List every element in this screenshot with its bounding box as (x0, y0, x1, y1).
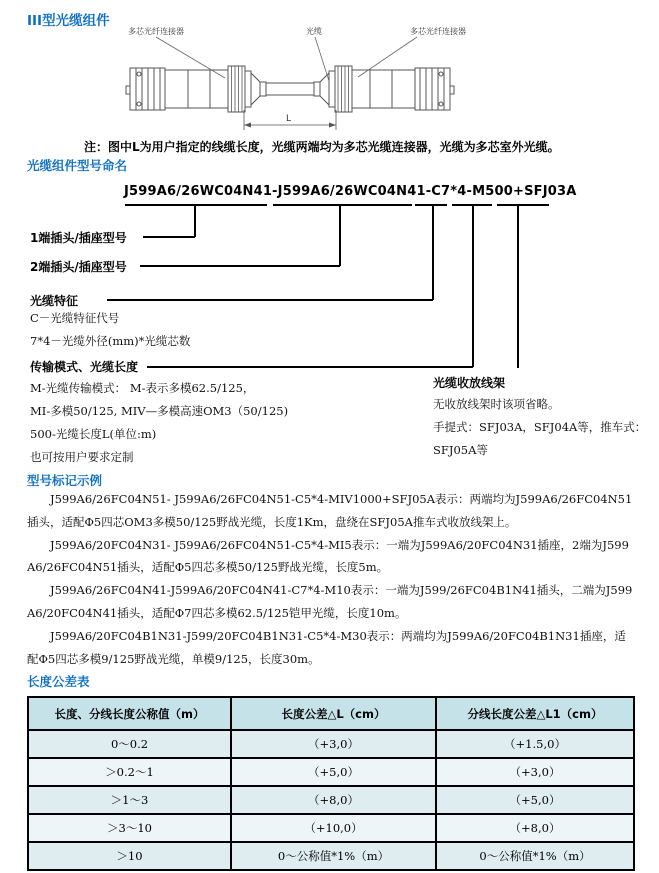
column-header: 分线长度公差△L1（cm） (436, 697, 634, 730)
transmission-line-2: MI-多模50/125, MIV—多模高速OM3（50/125) (30, 404, 289, 418)
cable-feature-line-1: C－光缆特征代号 (30, 311, 120, 325)
right-connector (314, 66, 454, 112)
tolerance-heading: 长度公差表 (27, 674, 90, 689)
model-code: J599A6/26WC04N41-J599A6/26WC04N41-C7*4-M500+SFJ03A (124, 184, 577, 199)
transmission-line-1: M-光缆传输模式： M-表示多模62.5/125， (30, 381, 255, 395)
cable-line (266, 83, 314, 95)
table-cell: ＞10 (28, 842, 231, 870)
table-cell: （+3,0） (231, 730, 436, 758)
transmission-title: 传输模式、光缆长度 (30, 360, 139, 374)
table-cell: （+8,0） (436, 814, 634, 842)
table-cell: ＞3～10 (28, 814, 231, 842)
table-cell: （+3,0） (436, 758, 634, 786)
reel-title: 光缆收放线架 (433, 376, 506, 390)
column-header: 长度公差△L（cm） (231, 697, 436, 730)
transmission-line-4: 也可按用户要求定制 (30, 450, 134, 464)
reel-line-3: SFJ05A等 (433, 443, 488, 457)
example-paragraph: J599A6/20FC04B1N31-J599/20FC04B1N31-C5*4-M30表示：两端均为J599A6/20FC04B1N31插座，适配Φ5四芯多模9/125野战光缆，单模9/125，长度30m。 (27, 628, 626, 666)
leader-lines (156, 37, 417, 81)
column-header: 长度、分线长度公称值（m） (28, 697, 231, 730)
table-row (28, 814, 634, 842)
table-cell: （+10,0） (231, 814, 436, 842)
table-row (28, 786, 634, 814)
reel-line-2: 手提式：SFJ03A，SFJ04A等，推车式： (433, 420, 647, 434)
table-header-row (28, 697, 634, 730)
label-end2: 2端插头/插座型号 (30, 260, 127, 274)
reel-line-1: 无收放线架时该项省略。 (433, 397, 560, 411)
example-paragraph: J599A6/26FC04N51- J599A6/26FC04N51-C5*4-MIV1000+SFJ05A表示：两端均为J599A6/26FC04N51插头，适配Φ5四芯OM3多模50/125野战光缆，长度1Km，盘绕在SFJ05A推车式收放线架上。 (27, 492, 633, 529)
dimension-label: L (286, 114, 292, 124)
transmission-line-3: 500-光缆长度L(单位:m) (30, 427, 157, 441)
cable-feature-line-2: 7*4－光缆外径(mm)*光缆芯数 (30, 334, 191, 348)
examples-heading: 型号标记示例 (27, 473, 103, 488)
table-cell: （+5,0） (231, 758, 436, 786)
cable-label: 光缆 (306, 27, 322, 36)
example-paragraph: J599A6/20FC04N31- J599A6/26FC04N51-C5*4-MI5表示：一端为J599A6/20FC04N31插座，2端为J599A6/26FC04N51插头，适配Φ5四芯多模50/125野战光缆，长度5m。 (27, 537, 629, 575)
left-connector (126, 66, 266, 112)
label-end1: 1端插头/插座型号 (30, 231, 127, 245)
naming-leader-lines (0, 200, 659, 380)
table-cell: ＞1～3 (28, 786, 231, 814)
table-cell: ＞0.2～1 (28, 758, 231, 786)
page-title: III型光缆组件 (27, 13, 110, 29)
table-cell: 0～公称值*1%（m） (231, 842, 436, 870)
table-row (28, 758, 634, 786)
table-row (28, 730, 634, 758)
example-paragraph: J599A6/26FC04N41-J599A6/20FC04N41-C7*4-M10表示：一端为J599/26FC04B1N41插头，二端为J599A6/20FC04N41插头，适配Φ7四芯多模62.5/125铠甲光缆，长度10m。 (27, 583, 633, 620)
table-cell: 0～0.2 (28, 730, 231, 758)
connector-right-label: 多芯光纤连接器 (410, 27, 466, 36)
drawing-note: 注：图中L为用户指定的线缆长度，光缆两端均为多芯光缆连接器，光缆为多芯室外光缆。 (84, 140, 560, 154)
connector-left-label: 多芯光纤连接器 (128, 27, 184, 36)
table-cell: 0～公称值*1%（m） (436, 842, 634, 870)
naming-section-heading: 光缆组件型号命名 (27, 158, 128, 173)
table-row (28, 842, 634, 870)
examples-block (27, 488, 635, 670)
cable-assembly-drawing (110, 20, 470, 140)
table-cell: （+5,0） (436, 786, 634, 814)
table-cell: （+1.5,0） (436, 730, 634, 758)
table-cell: （+8,0） (231, 786, 436, 814)
tolerance-table (27, 696, 635, 871)
cable-feature-title: 光缆特征 (30, 294, 79, 308)
